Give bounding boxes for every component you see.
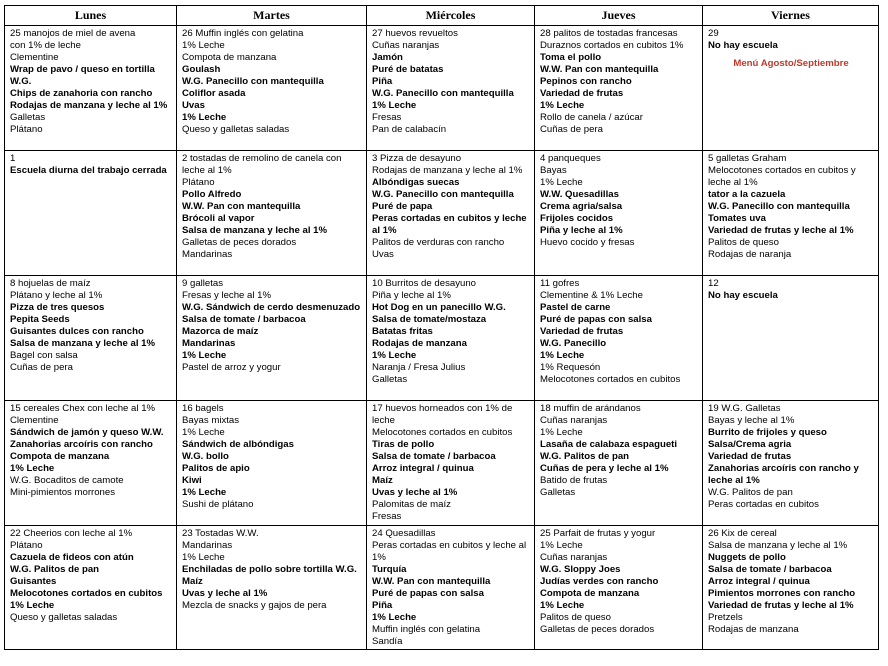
menu-day-first-line: 3 Pizza de desayuno bbox=[372, 153, 462, 164]
menu-item: W.W. Quesadillas bbox=[540, 189, 619, 200]
day-menu-cell bbox=[177, 276, 367, 401]
menu-item: Fresas bbox=[372, 112, 402, 123]
menu-item: Uvas y leche al 1% bbox=[182, 588, 268, 599]
menu-item: Pan de calabacín bbox=[372, 124, 447, 135]
day-menu-cell bbox=[535, 401, 703, 526]
menu-item: Pizza de tres quesos bbox=[10, 302, 105, 313]
menu-item: W.W. Pan con mantequilla bbox=[540, 64, 659, 75]
menu-day-first-line: 11 gofres bbox=[540, 278, 580, 289]
menu-item: Toma el pollo bbox=[540, 52, 602, 63]
menu-item: Cazuela de fideos con atún bbox=[10, 552, 134, 563]
menu-day-first-line: 16 bagels bbox=[182, 403, 224, 414]
menu-item: 1% Leche bbox=[182, 112, 227, 123]
menu-item: Puré de papa bbox=[372, 201, 433, 212]
menu-item: W.G. Panecillo con mantequilla bbox=[372, 189, 514, 200]
menu-item: Zanahorias arcoíris con rancho y leche al 1% bbox=[708, 463, 859, 486]
day-header-monday: Lunes bbox=[5, 6, 177, 26]
menu-item: Fresas y leche al 1% bbox=[182, 290, 272, 301]
menu-item: Mandarinas bbox=[182, 540, 233, 551]
menu-item: Cuñas de pera bbox=[10, 362, 73, 373]
day-menu-cell bbox=[367, 526, 535, 650]
menu-item: Albóndigas suecas bbox=[372, 177, 460, 188]
menu-item: Salsa de tomate / barbacoa bbox=[182, 314, 306, 325]
menu-item: Cuñas de pera y leche al 1% bbox=[540, 463, 669, 474]
menu-item: Lasaña de calabaza espagueti bbox=[540, 439, 678, 450]
menu-item: 1% Leche bbox=[540, 350, 585, 361]
day-header-friday: Viernes bbox=[703, 6, 879, 26]
menu-day-first-line: 29 bbox=[708, 28, 719, 39]
menu-item: 1% Leche bbox=[10, 463, 55, 474]
menu-item: Turquía bbox=[372, 564, 407, 575]
menu-item: W.G. Sándwich de cerdo desmenuzado bbox=[182, 302, 361, 313]
menu-item: No hay escuela bbox=[708, 290, 778, 301]
menu-item: 1% Leche bbox=[540, 177, 583, 188]
menu-item: Melocotones cortados en cubitos y leche al 1% bbox=[708, 165, 856, 188]
menu-item: Salsa/Crema agria bbox=[708, 439, 792, 450]
menu-item: Pimientos morrones con rancho bbox=[708, 588, 856, 599]
menu-day-first-line: 9 galletas bbox=[182, 278, 224, 289]
week-row bbox=[5, 526, 879, 650]
menu-day-first-line: 23 Tostadas W.W. bbox=[182, 528, 259, 539]
menu-day-first-line: 15 cereales Chex con leche al 1% bbox=[10, 403, 156, 414]
day-menu-cell bbox=[367, 401, 535, 526]
day-menu-cell bbox=[703, 526, 879, 650]
menu-item: Sushi de plátano bbox=[182, 499, 254, 510]
menu-item: Piña bbox=[372, 600, 393, 611]
day-menu-cell bbox=[367, 26, 535, 151]
menu-item: Muffin inglés con gelatina bbox=[372, 624, 481, 635]
day-header-wednesday: Miércoles bbox=[367, 6, 535, 26]
menu-item: Cuñas de pera bbox=[540, 124, 603, 135]
menu-item: Mazorca de maíz bbox=[182, 326, 259, 337]
menu-item: W.G. Bocaditos de camote bbox=[10, 475, 124, 486]
menu-item: Coliflor asada bbox=[182, 88, 246, 99]
menu-item: Brócoli al vapor bbox=[182, 213, 255, 224]
menu-item: 1% Leche bbox=[540, 540, 583, 551]
menu-item: Puré de papas con salsa bbox=[372, 588, 484, 599]
day-menu-cell bbox=[5, 401, 177, 526]
menu-item: W.G. Panecillo bbox=[540, 338, 607, 349]
menu-item: W.G. Palitos de pan bbox=[10, 564, 100, 575]
menu-item: Kiwi bbox=[182, 475, 202, 486]
menu-item: Clementine bbox=[10, 52, 59, 63]
menu-item: con 1% de leche bbox=[10, 40, 81, 51]
menu-item: Nuggets de pollo bbox=[708, 552, 786, 563]
day-menu-cell bbox=[535, 26, 703, 151]
menu-item: Tomates uva bbox=[708, 213, 766, 224]
menu-item: Guisantes bbox=[10, 576, 57, 587]
menu-item: Crema agria/salsa bbox=[540, 201, 623, 212]
menu-item: Chips de zanahoria con rancho bbox=[10, 88, 153, 99]
menu-item: Queso y galletas saladas bbox=[182, 124, 290, 135]
menu-item: Melocotones cortados en cubitos bbox=[540, 374, 681, 385]
menu-item: Tiras de pollo bbox=[372, 439, 435, 450]
menu-item: Naranja / Fresa Julius bbox=[372, 362, 466, 373]
menu-item: Salsa de tomate / barbacoa bbox=[708, 564, 832, 575]
menu-item: Galletas de peces dorados bbox=[182, 237, 297, 248]
menu-item: Bayas y leche al 1% bbox=[708, 415, 795, 426]
menu-item: Palomitas de maíz bbox=[372, 499, 451, 510]
menu-item: Mandarinas bbox=[182, 249, 233, 260]
menu-item: Salsa de tomate / barbacoa bbox=[372, 451, 496, 462]
day-menu-cell bbox=[535, 151, 703, 276]
menu-item: W.W. Pan con mantequilla bbox=[372, 576, 491, 587]
menu-day-first-line: 27 huevos revueltos bbox=[372, 28, 458, 39]
menu-item: Compota de manzana bbox=[540, 588, 640, 599]
menu-item: Piña y leche al 1% bbox=[540, 225, 623, 236]
menu-item: 1% Leche bbox=[182, 427, 225, 438]
menu-item: Galletas bbox=[540, 487, 576, 498]
menu-table bbox=[4, 5, 879, 650]
menu-item: Cuñas naranjas bbox=[540, 415, 608, 426]
menu-item: Bagel con salsa bbox=[10, 350, 78, 361]
menu-item: Galletas bbox=[10, 112, 46, 123]
menu-item: Frijoles cocidos bbox=[540, 213, 614, 224]
menu-day-first-line: 26 Muffin inglés con gelatina bbox=[182, 28, 304, 39]
menu-item: Enchiladas de pollo sobre tortilla W.G. bbox=[182, 564, 357, 575]
menu-item: 1% Leche bbox=[182, 40, 225, 51]
menu-item: Judías verdes con rancho bbox=[540, 576, 659, 587]
menu-item: Peras cortadas en cubitos y leche al 1% bbox=[372, 213, 527, 236]
menu-item: Pastel de arroz y yogur bbox=[182, 362, 281, 373]
menu-item: Mezcla de snacks y gajos de pera bbox=[182, 600, 327, 611]
menu-item: Uvas bbox=[182, 100, 205, 111]
menu-item: Melocotones cortados en cubitos bbox=[10, 588, 163, 599]
menu-item: W.G. Panecillo con mantequilla bbox=[708, 201, 850, 212]
day-menu-cell bbox=[5, 151, 177, 276]
menu-item: Pastel de carne bbox=[540, 302, 611, 313]
menu-day-first-line: 4 panqueques bbox=[540, 153, 601, 164]
menu-item: Pepita Seeds bbox=[10, 314, 70, 325]
menu-item: Guisantes dulces con rancho bbox=[10, 326, 144, 337]
menu-day-first-line: 26 Kix de cereal bbox=[708, 528, 777, 539]
menu-item: Puré de papas con salsa bbox=[540, 314, 652, 325]
menu-item: W.G. bbox=[10, 76, 32, 87]
day-menu-cell bbox=[703, 26, 879, 151]
menu-item: Pollo Alfredo bbox=[182, 189, 242, 200]
menu-day-first-line: 19 W.G. Galletas bbox=[708, 403, 781, 414]
menu-item: Compota de manzana bbox=[10, 451, 110, 462]
menu-item: Palitos de queso bbox=[708, 237, 779, 248]
menu-item: Compota de manzana bbox=[182, 52, 277, 63]
menu-day-first-line: 17 huevos horneados con 1% de leche bbox=[372, 403, 513, 426]
menu-item: Cuñas naranjas bbox=[372, 40, 440, 51]
day-menu-cell bbox=[703, 401, 879, 526]
menu-item: Maíz bbox=[182, 576, 203, 587]
day-menu-cell bbox=[177, 401, 367, 526]
day-menu-cell bbox=[703, 151, 879, 276]
menu-item: Rodajas de manzana y leche al 1% bbox=[10, 100, 168, 111]
menu-item: Goulash bbox=[182, 64, 221, 75]
menu-item: Rodajas de manzana bbox=[708, 624, 799, 635]
day-header-thursday: Jueves bbox=[535, 6, 703, 26]
menu-item: Puré de batatas bbox=[372, 64, 444, 75]
menu-item: 1% Leche bbox=[372, 100, 417, 111]
menu-item: tator a la cazuela bbox=[708, 189, 786, 200]
menu-item: 1% Requesón bbox=[540, 362, 601, 373]
menu-day-first-line: 12 bbox=[708, 278, 719, 289]
menu-item: Palitos de queso bbox=[540, 612, 611, 623]
menu-item: Rodajas de manzana bbox=[372, 338, 467, 349]
day-menu-cell bbox=[5, 26, 177, 151]
menu-item: 1% Leche bbox=[182, 552, 225, 563]
menu-item: W.G. bollo bbox=[182, 451, 229, 462]
day-menu-cell bbox=[535, 526, 703, 650]
menu-item: Peras cortadas en cubitos y leche al 1% bbox=[372, 540, 527, 563]
menu-item: Arroz integral / quinua bbox=[708, 576, 810, 587]
menu-item: Plátano bbox=[10, 540, 43, 551]
menu-item: Mini-pimientos morrones bbox=[10, 487, 116, 498]
menu-item: Rollo de canela / azúcar bbox=[540, 112, 643, 123]
day-menu-cell bbox=[703, 276, 879, 401]
menu-day-first-line: 22 Cheerios con leche al 1% bbox=[10, 528, 133, 539]
menu-item: Piña y leche al 1% bbox=[372, 290, 451, 301]
week-row bbox=[5, 276, 879, 401]
menu-item: Queso y galletas saladas bbox=[10, 612, 118, 623]
menu-item: Variedad de frutas y leche al 1% bbox=[708, 600, 854, 611]
menu-item: Batido de frutas bbox=[540, 475, 608, 486]
menu-item: Uvas bbox=[372, 249, 394, 260]
menu-day-first-line: 5 galletas Graham bbox=[708, 153, 787, 164]
menu-item: Escuela diurna del trabajo cerrada bbox=[10, 165, 167, 176]
menu-item: Plátano y leche al 1% bbox=[10, 290, 103, 301]
menu-item: Zanahorias arcoíris con rancho bbox=[10, 439, 153, 450]
menu-item: 1% Leche bbox=[540, 600, 585, 611]
menu-item: Plátano bbox=[10, 124, 43, 135]
menu-item: 1% Leche bbox=[182, 350, 227, 361]
menu-item: Fresas bbox=[372, 511, 402, 522]
day-menu-cell bbox=[5, 276, 177, 401]
menu-item: Rodajas de naranja bbox=[708, 249, 792, 260]
day-menu-cell bbox=[535, 276, 703, 401]
menu-item: Salsa de manzana y leche al 1% bbox=[182, 225, 328, 236]
menu-item: Burrito de frijoles y queso bbox=[708, 427, 827, 438]
menu-day-first-line: 2 tostadas de remolino de canela con leche al 1% bbox=[182, 153, 342, 176]
menu-item: Clementine bbox=[10, 415, 59, 426]
menu-item: 1% Leche bbox=[372, 612, 417, 623]
menu-item: Duraznos cortados en cubitos 1% bbox=[540, 40, 684, 51]
menu-period-label: Menú Agosto/Septiembre bbox=[733, 58, 849, 69]
menu-item: 1% Leche bbox=[540, 427, 583, 438]
menu-item: Sandía bbox=[372, 636, 403, 647]
menu-item: Pretzels bbox=[708, 612, 743, 623]
menu-item: Huevo cocido y fresas bbox=[540, 237, 635, 248]
menu-item: No hay escuela bbox=[708, 40, 778, 51]
day-menu-cell bbox=[177, 26, 367, 151]
menu-item: Cuñas naranjas bbox=[540, 552, 608, 563]
day-menu-cell bbox=[177, 151, 367, 276]
menu-item: Batatas fritas bbox=[372, 326, 433, 337]
menu-item: Mandarinas bbox=[182, 338, 236, 349]
week-row bbox=[5, 401, 879, 526]
menu-item: Variedad de frutas bbox=[540, 326, 624, 337]
menu-day-first-line: 25 manojos de miel de avena bbox=[10, 28, 136, 39]
menu-item: Galletas de peces dorados bbox=[540, 624, 655, 635]
menu-item: Variedad de frutas bbox=[708, 451, 792, 462]
menu-item: Arroz integral / quinua bbox=[372, 463, 474, 474]
menu-item: Wrap de pavo / queso en tortilla bbox=[10, 64, 155, 75]
menu-item: Bayas mixtas bbox=[182, 415, 240, 426]
menu-item: 1% Leche bbox=[182, 487, 227, 498]
menu-item: Sándwich de jamón y queso W.W. bbox=[10, 427, 164, 438]
menu-day-first-line: 1 bbox=[10, 153, 16, 164]
menu-item: Jamón bbox=[372, 52, 403, 63]
menu-item: Variedad de frutas y leche al 1% bbox=[708, 225, 854, 236]
menu-day-first-line: 8 hojuelas de maíz bbox=[10, 278, 91, 289]
menu-item: 1% Leche bbox=[372, 350, 417, 361]
menu-item: Bayas bbox=[540, 165, 567, 176]
menu-day-first-line: 28 palitos de tostadas francesas bbox=[540, 28, 678, 39]
menu-item: Rodajas de manzana y leche al 1% bbox=[372, 165, 523, 176]
menu-day-first-line: 10 Burritos de desayuno bbox=[372, 278, 476, 289]
menu-item: W.G. Palitos de pan bbox=[540, 451, 630, 462]
menu-item: Galletas bbox=[372, 374, 408, 385]
day-menu-cell bbox=[177, 526, 367, 650]
menu-item: Hot Dog en un panecillo W.G. bbox=[372, 302, 506, 313]
day-menu-cell bbox=[367, 151, 535, 276]
menu-item: W.G. Panecillo con mantequilla bbox=[372, 88, 514, 99]
menu-item: 1% Leche bbox=[540, 100, 585, 111]
week-row bbox=[5, 26, 879, 151]
week-row bbox=[5, 151, 879, 276]
menu-item: Variedad de frutas bbox=[540, 88, 624, 99]
menu-item: W.G. Sloppy Joes bbox=[540, 564, 621, 575]
menu-day-first-line: 18 muffin de arándanos bbox=[540, 403, 641, 414]
menu-item: 1% Leche bbox=[10, 600, 55, 611]
day-menu-cell bbox=[5, 526, 177, 650]
menu-item: Clementine & 1% Leche bbox=[540, 290, 643, 301]
menu-item: W.G. Panecillo con mantequilla bbox=[182, 76, 324, 87]
menu-item: Palitos de verduras con rancho bbox=[372, 237, 505, 248]
menu-day-first-line: 24 Quesadillas bbox=[372, 528, 436, 539]
day-header-row bbox=[5, 6, 879, 26]
menu-item: Sándwich de albóndigas bbox=[182, 439, 294, 450]
day-header-tuesday: Martes bbox=[177, 6, 367, 26]
menu-item: Uvas y leche al 1% bbox=[372, 487, 458, 498]
menu-item: Melocotones cortados en cubitos bbox=[372, 427, 513, 438]
day-menu-cell bbox=[367, 276, 535, 401]
menu-item: Peras cortadas en cubitos bbox=[708, 499, 819, 510]
menu-item: Salsa de manzana y leche al 1% bbox=[708, 540, 848, 551]
menu-item: Pepinos con rancho bbox=[540, 76, 632, 87]
menu-item: Salsa de manzana y leche al 1% bbox=[10, 338, 156, 349]
menu-item: Plátano bbox=[182, 177, 215, 188]
menu-day-first-line: 25 Parfait de frutas y yogur bbox=[540, 528, 656, 539]
menu-item: W.G. Palitos de pan bbox=[708, 487, 793, 498]
menu-item: Salsa de tomate/mostaza bbox=[372, 314, 487, 325]
menu-item: W.W. Pan con mantequilla bbox=[182, 201, 301, 212]
menu-item: Maíz bbox=[372, 475, 393, 486]
menu-item: Piña bbox=[372, 76, 393, 87]
menu-item: Palitos de apio bbox=[182, 463, 250, 474]
